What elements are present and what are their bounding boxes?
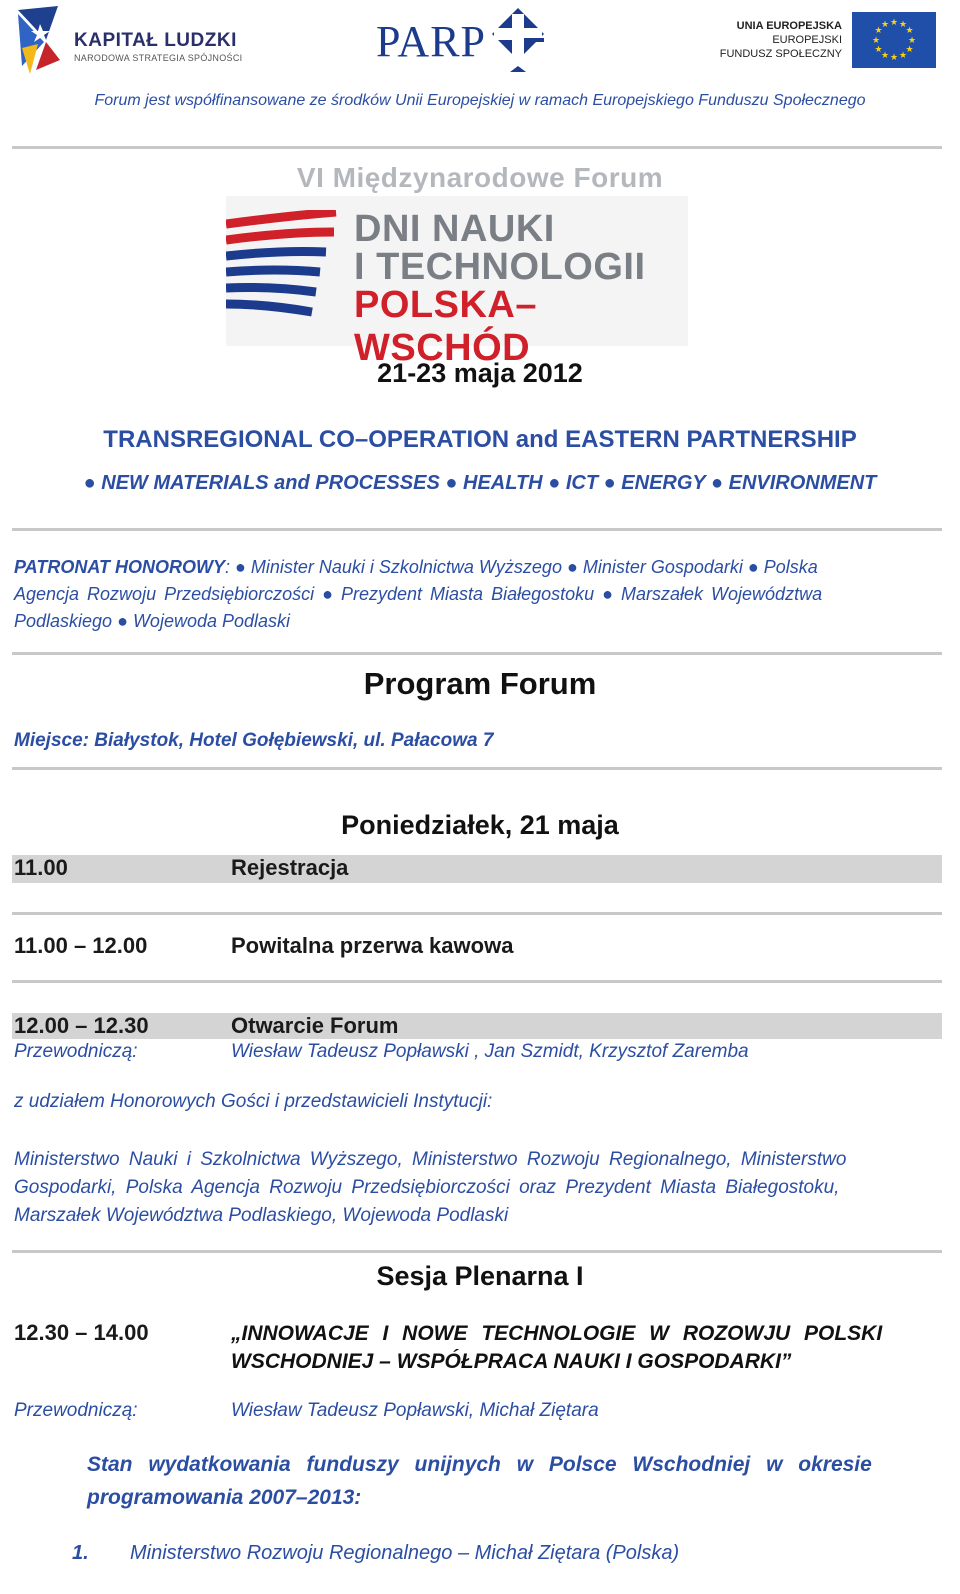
agenda-time: 12.00 – 12.30 xyxy=(14,1013,149,1038)
parp-logo xyxy=(372,8,562,72)
svg-text:★: ★ xyxy=(889,53,899,63)
eu-text-line1: UNIA EUROPEJSKA xyxy=(736,20,842,32)
divider xyxy=(12,980,942,983)
topic: ENVIRONMENT xyxy=(728,472,877,494)
funding-note: Forum jest współfinansowane ze środków Unii Europejskiej w ramach Europejskiego Funduszu Społecznego xyxy=(94,92,866,109)
bullet: ● xyxy=(548,472,561,494)
agenda-label: Rejestracja xyxy=(231,855,349,880)
session-subtopic xyxy=(87,1448,942,1514)
agenda-time: 11.00 xyxy=(14,855,68,880)
kapital-ludzki-logo xyxy=(16,4,246,76)
topic: ICT xyxy=(565,472,599,494)
parp-cross-icon xyxy=(478,8,558,72)
svg-text:★: ★ xyxy=(898,20,908,30)
topic: ENERGY xyxy=(621,472,706,494)
forum-line1: DNI NAUKI xyxy=(354,208,555,250)
bullet: ● xyxy=(710,472,724,494)
session-topic-line1: „INNOWACJE I NOWE TECHNOLOGIE W ROZOWJU POLSKI xyxy=(231,1322,883,1345)
svg-text:★: ★ xyxy=(880,51,890,61)
opening-chairs: Wiesław Tadeusz Popławski , Jan Szmidt, Krzysztof Zaremba xyxy=(231,1041,749,1062)
divider xyxy=(12,528,942,531)
session-chairs-label: Przewodniczą: xyxy=(14,1400,138,1421)
bullet: ● xyxy=(445,472,458,494)
forum-line3: POLSKA–WSCHÓD xyxy=(354,284,537,369)
event-dates: 21-23 maja 2012 xyxy=(377,358,583,388)
svg-text:★: ★ xyxy=(898,51,908,61)
venue: Miejsce: Białystok, Hotel Gołębiewski, ul. Pałacowa 7 xyxy=(14,730,494,751)
eu-text-line3: FUNDUSZ SPOŁECZNY xyxy=(719,48,842,60)
parp-wordmark: PARP xyxy=(376,17,487,66)
patronage-text: : ● Minister Nauki i Szkolnictwa Wyższego ● Minister Gospodarki ● Polska xyxy=(224,557,818,577)
talk-number: 1. xyxy=(72,1542,89,1564)
eu-flag-icon xyxy=(852,12,936,68)
patronage-line1 xyxy=(14,554,942,581)
event-topics xyxy=(0,472,960,495)
session-time: 12.30 – 14.00 xyxy=(14,1320,149,1345)
program-title: Program Forum xyxy=(363,666,597,701)
patronage-line2: Agencja Rozwoju Przedsiębiorczości ● Prezydent Miasta Białegostoku ● Marszałek Województwa xyxy=(14,584,823,604)
session-title: Sesja Plenarna I xyxy=(376,1261,584,1291)
eu-text-line2: EUROPEJSKI xyxy=(772,34,842,46)
forum-line2: I TECHNOLOGII xyxy=(354,246,646,288)
institutions xyxy=(14,1146,942,1230)
subtopic-line2: programowania 2007–2013: xyxy=(87,1486,362,1509)
chairs-label: Przewodniczą: xyxy=(14,1041,138,1062)
agenda-time: 11.00 – 12.00 xyxy=(14,933,148,958)
forum-logo xyxy=(226,196,688,369)
bullet: ● xyxy=(83,472,96,494)
svg-text:★: ★ xyxy=(889,18,899,28)
agenda-label: Powitalna przerwa kawowa xyxy=(231,933,514,958)
agenda-row-highlight xyxy=(12,1013,942,1039)
talk-text: Ministerstwo Rozwoju Regionalnego – Michał Ziętara (Polska) xyxy=(130,1542,680,1564)
svg-text:★: ★ xyxy=(874,45,883,55)
institutions-line: Marszałek Województwa Podlaskiego, Wojewoda Podlaski xyxy=(14,1205,509,1226)
svg-text:★: ★ xyxy=(907,36,917,46)
forum-edition: VI Międzynarodowe Forum xyxy=(296,162,664,193)
divider xyxy=(12,1250,942,1253)
svg-text:★: ★ xyxy=(905,26,914,36)
svg-text:★: ★ xyxy=(880,20,890,30)
patronage-block xyxy=(14,554,942,635)
institutions-line: Ministerstwo Nauki i Szkolnictwa Wyższego, Ministerstwo Rozwoju Regionalnego, Ministerstwo xyxy=(14,1149,847,1170)
svg-text:★: ★ xyxy=(905,45,914,55)
kl-title: KAPITAŁ LUDZKI xyxy=(74,30,237,51)
topic: NEW MATERIALS and PROCESSES xyxy=(101,472,440,494)
patronage-line3: Podlaskiego ● Wojewoda Podlaski xyxy=(14,611,291,631)
session-chairs: Wiesław Tadeusz Popławski, Michał Ziętara xyxy=(231,1400,599,1421)
topic: HEALTH xyxy=(463,472,543,494)
svg-text:★: ★ xyxy=(871,36,881,46)
divider xyxy=(12,767,942,770)
eu-logo xyxy=(719,12,938,68)
session-topic xyxy=(231,1320,942,1376)
day-title: Poniedziałek, 21 maja xyxy=(341,810,619,840)
patronage-label: PATRONAT HONOROWY xyxy=(14,557,225,577)
divider xyxy=(12,652,942,655)
subtopic-line1: Stan wydatkowania funduszy unijnych w Polsce Wschodniej w okresie xyxy=(87,1453,872,1476)
institutions-line: Gospodarki, Polska Agencja Rozwoju Przedsiębiorczości oraz Prezydent Miasta Białegostoku, xyxy=(14,1177,840,1198)
agenda-label: Otwarcie Forum xyxy=(231,1013,399,1038)
forum-stripes-icon xyxy=(226,210,346,330)
kapital-ludzki-emblem-icon xyxy=(16,4,64,76)
event-theme: TRANSREGIONAL CO–OPERATION and EASTERN PARTNERSHIP xyxy=(103,426,857,453)
agenda-row-highlight xyxy=(12,855,942,883)
svg-text:★: ★ xyxy=(874,26,883,36)
session-topic-line2: WSCHODNIEJ – WSPÓŁPRACA NAUKI I GOSPODARKI” xyxy=(231,1350,792,1373)
bullet: ● xyxy=(603,472,616,494)
talk-item xyxy=(72,1542,679,1565)
kl-subtitle: NARODOWA STRATEGIA SPÓJNOŚCI xyxy=(74,53,243,63)
divider xyxy=(12,912,942,915)
divider xyxy=(12,146,942,149)
guests-intro: z udziałem Honorowych Gości i przedstawicieli Instytucji: xyxy=(14,1091,493,1112)
